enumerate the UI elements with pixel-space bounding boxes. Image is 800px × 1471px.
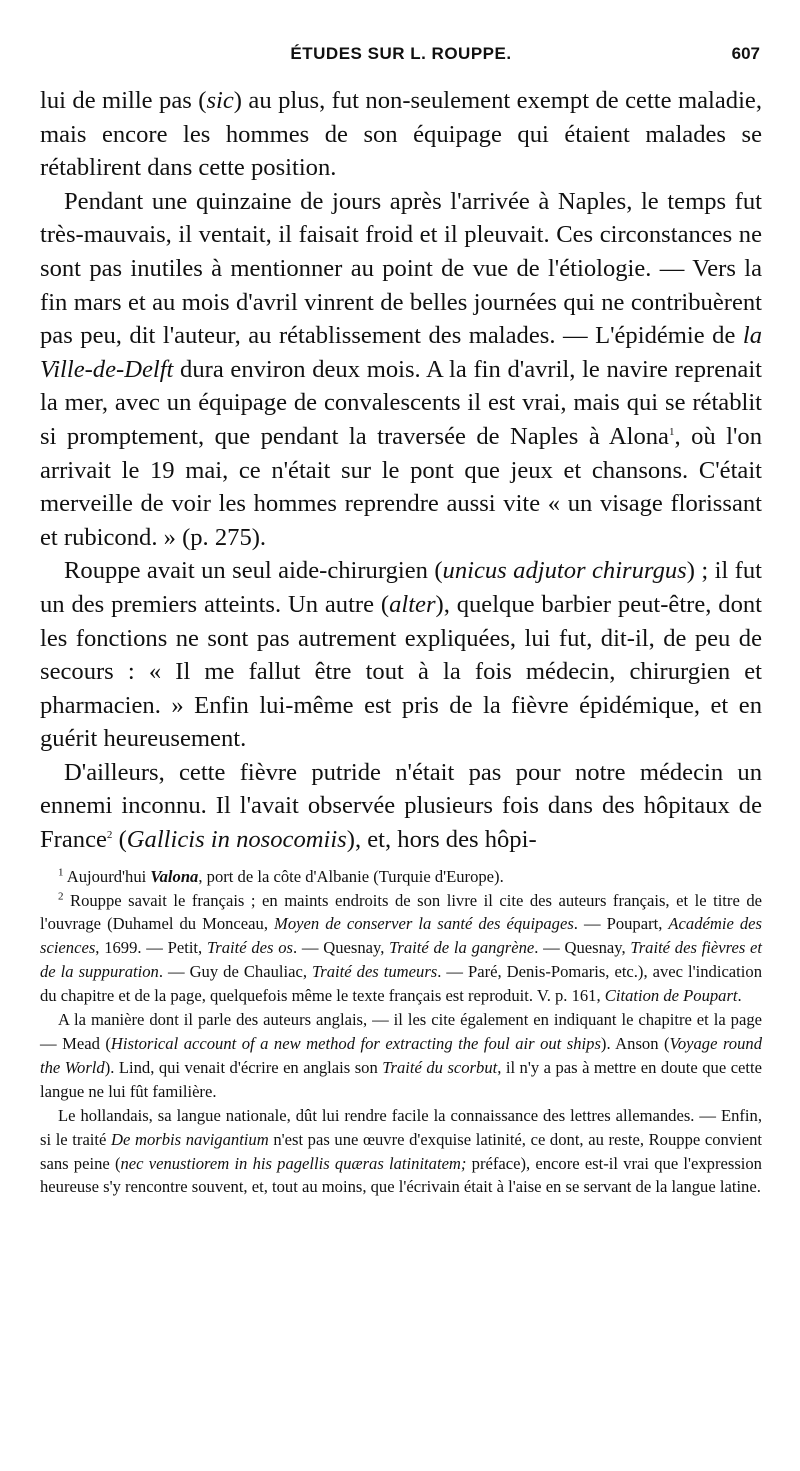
footnote: $^2$ Rouppe savait le français ; en maints endroits de son livre il cite des auteurs français, et le titre de l'ouvrage (Duhamel du Monceau, Moyen de conserver la santé des équipages. — Poupart, Académie des sciences, 1699. — Petit, Traité des os. — Quesnay, Traité de la gangrène. — Quesnay, Traité des fièvres et de la suppuration. — Guy de Chauliac, Traité des tumeurs. — Paré, Denis-Pomaris, etc.), avec l'indication du chapitre et de la page, quelquefois même le texte français est reproduit. V. p. 161, Citation de Poupart. (40, 890, 763, 1006)
page-number: 607 (731, 44, 760, 63)
footnote: $^1$ Aujourd'hui Valona, port de la côte d'Albanie (Turquie d'Europe). (58, 866, 504, 886)
main-text (40, 84, 762, 857)
footnote: A la manière dont il parle des auteurs anglais, — il les cite également en indiquant le chapitre et la page — Mead (Historical account of a new method for extracting the foul air out ships). Anson (Voyage round the World). Lind, qui venait d'écrire en anglais son Traité du scorbut, il n'y a pas à mettre en doute que cette langue ne lui fût familière. (40, 1010, 763, 1101)
footnote: Le hollandais, sa langue nationale, dût lui rendre facile la connaissance des lettres allemandes. — Enfin, si le traité De morbis navigantium n'est pas une œuvre d'exquise latinité, ce dont, au reste, Rouppe convient sans peine (nec venustiorem in his pagellis quæras latinitatem; préface), encore est-il vrai que l'expression heureuse s'y rencontre souvent, et, tout au moins, que l'écrivain était à l'aise en se servant de la langue latine. (40, 1105, 762, 1197)
footnote-ref[interactable]: 1 (668, 425, 675, 438)
footnote-ref[interactable]: 2 (106, 828, 113, 841)
paragraph: lui de mille pas (sic) au plus, fut non-seulement exempt de cette maladie, mais encore les hommes de son équipage qui étaient malades se rétablirent dans cette position. (40, 87, 762, 182)
running-head: ÉTUDES SUR L. ROUPPE. (290, 44, 512, 63)
footnotes (40, 865, 762, 1200)
paragraph: Rouppe avait un seul aide-chirurgien (unicus adjutor chirurgus) ; il fut un des premiers atteints. Un autre (alter), quelque barbier peut-être, dont les fonctions ne sont pas autrement expliquées, lui fut, dit-il, de peu de secours : « Il me fallut être tout à la fois médecin, chirurgien et pharmacien. » Enfin lui-même est pris de la fièvre épidémique, et en guérit heureusement. (40, 557, 763, 753)
paragraph: Pendant une quinzaine de jours après l'arrivée à Naples, le temps fut très-mauvais, il ventait, il faisait froid et il pleuvait. Ces circonstances ne sont pas inutiles à mentionner au point de vue de l'étiologie. — Vers la fin mars et au mois d'avril vinrent de belles journées qui ne contribuèrent pas peu, dit l'auteur, au rétablissement des malades. — L'épidémie de la Ville-de-Delft dura environ deux mois. A la fin d'avril, le navire reprenait la mer, avec un équipage de convalescents il est vrai, mais qui se rétablit si promptement, que pendant la traversée de Naples à Alona$^1$, où l'on arrivait le 19 mai, ce n'était sur le pont que jeux et chansons. C'était merveille de voir les hommes reprendre aussi vite « un visage florissant et rubicond. » (p. 275). (40, 187, 762, 551)
page-header (40, 44, 762, 84)
paragraph: D'ailleurs, cette fièvre putride n'était pas pour notre médecin un ennemi inconnu. Il l'avait observée plusieurs fois dans des hôpitaux de France$^2$ (Gallicis in nosocomiis), et, hors des hôpi- (40, 758, 762, 854)
